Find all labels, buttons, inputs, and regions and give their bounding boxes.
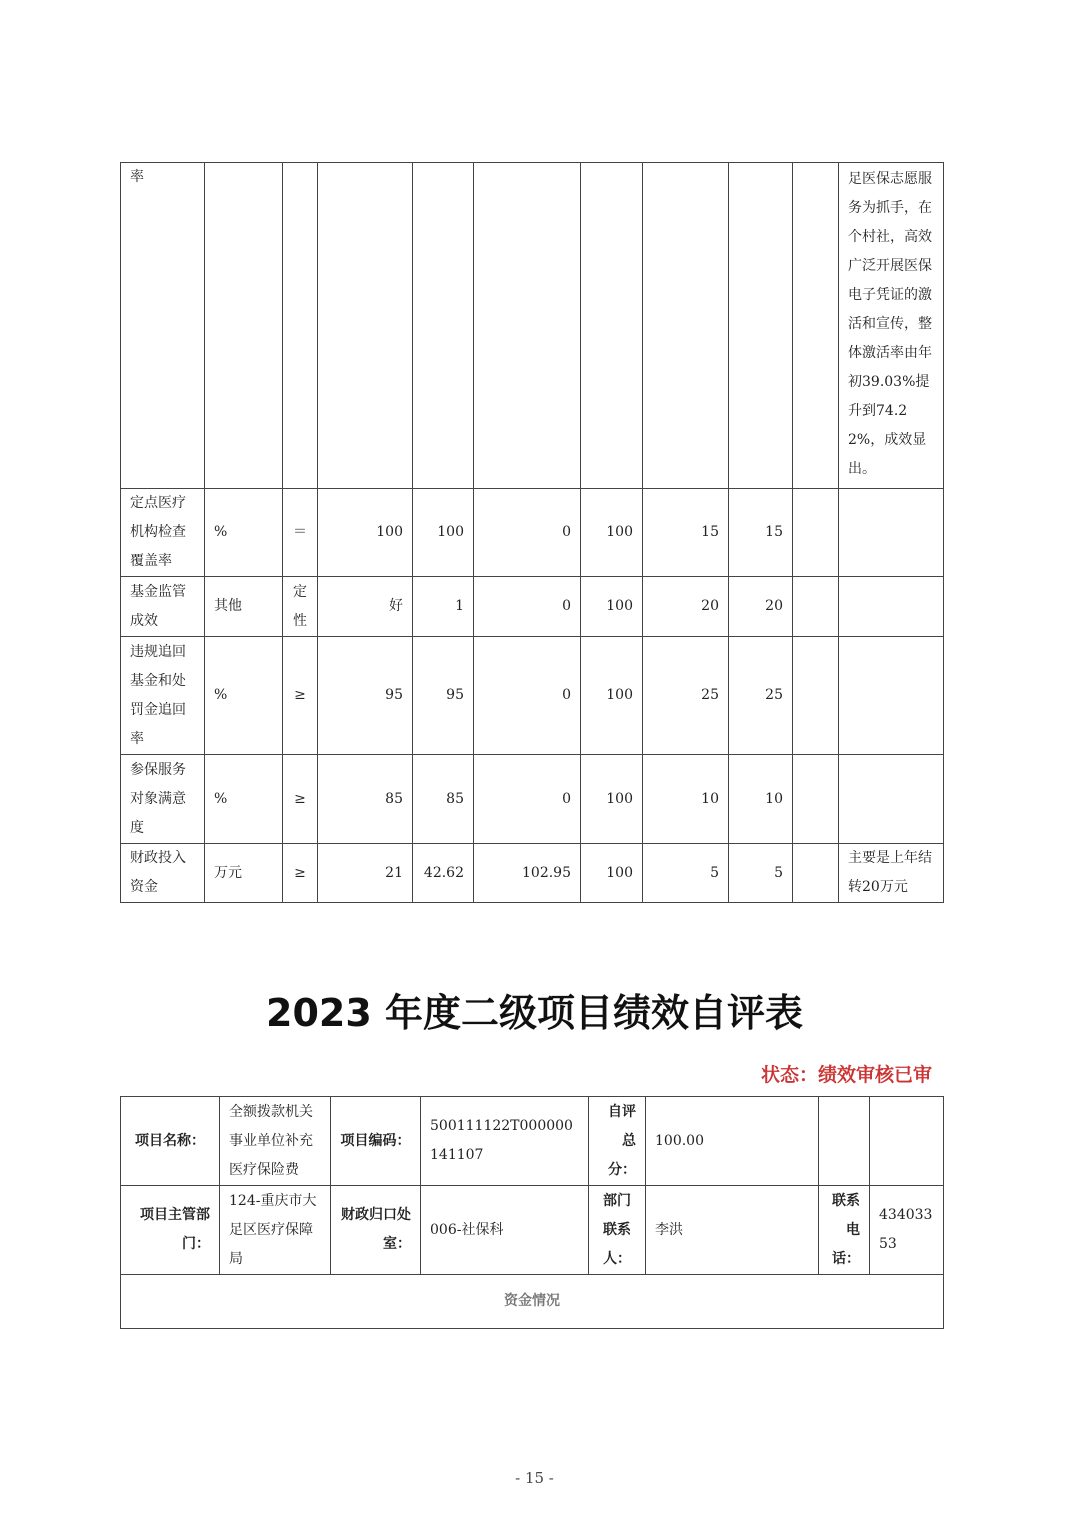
indicator-cell: 定点医疗机构检查覆盖率 — [121, 489, 205, 577]
unit-cell: 万元 — [205, 844, 283, 903]
page-number: - 15 - — [515, 1469, 554, 1487]
project-name-label: 项目名称： — [121, 1097, 220, 1186]
operator-cell: 定性 — [283, 577, 318, 637]
remark-cell — [839, 755, 944, 844]
operator-cell: ≥ — [283, 755, 318, 844]
performance-indicator-table — [120, 162, 944, 903]
empty-cell — [793, 577, 839, 637]
unit-cell: % — [205, 637, 283, 755]
info-row — [121, 1186, 944, 1275]
remark-cell — [839, 489, 944, 577]
remark-cell — [839, 577, 944, 637]
indicator-cell: 率 — [121, 163, 205, 489]
completion-cell: 100 — [581, 755, 643, 844]
weight-cell: 5 — [643, 844, 729, 903]
project-name-value: 全额拨款机关事业单位补充医疗保险费 — [220, 1097, 331, 1186]
deviation-cell: 0 — [474, 577, 581, 637]
completion-cell — [581, 163, 643, 489]
operator-cell — [283, 163, 318, 489]
completion-cell: 100 — [581, 637, 643, 755]
score-cell: 15 — [729, 489, 793, 577]
actual-value-cell: 85 — [413, 755, 474, 844]
dept-label: 项目主管部门： — [121, 1186, 220, 1275]
empty-cell — [793, 489, 839, 577]
actual-value-cell: 42.62 — [413, 844, 474, 903]
status-label: 状态：绩效审核已审 — [760, 1064, 932, 1086]
completion-cell: 100 — [581, 577, 643, 637]
indicator-row — [121, 637, 944, 755]
funds-section-header: 资金情况 — [121, 1275, 944, 1329]
info-row — [121, 1097, 944, 1186]
finance-office-value: 006-社保科 — [421, 1186, 589, 1275]
operator-cell: ≥ — [283, 844, 318, 903]
deviation-cell: 0 — [474, 489, 581, 577]
unit-cell — [205, 163, 283, 489]
weight-cell: 20 — [643, 577, 729, 637]
finance-office-label: 财政归口处室： — [331, 1186, 421, 1275]
completion-cell: 100 — [581, 844, 643, 903]
form-title: 2023 年度二级项目绩效自评表 — [266, 991, 803, 1035]
indicator-cell: 基金监管成效 — [121, 577, 205, 637]
indicator-row — [121, 489, 944, 577]
score-cell: 5 — [729, 844, 793, 903]
remark-cell: 足医保志愿服务为抓手，在个村社，高效广泛开展医保电子凭证的激活和宣传，整体激活率由年初39.03%提升到74.22%，成效显出。 — [839, 163, 944, 489]
actual-value-cell: 95 — [413, 637, 474, 755]
unit-cell: % — [205, 489, 283, 577]
project-code-value: 500111122T000000141107 — [421, 1097, 589, 1186]
weight-cell — [643, 163, 729, 489]
indicator-row — [121, 577, 944, 637]
self-score-value: 100.00 — [646, 1097, 819, 1186]
target-value-cell: 100 — [318, 489, 413, 577]
empty-cell — [793, 637, 839, 755]
completion-cell: 100 — [581, 489, 643, 577]
indicator-row — [121, 163, 944, 489]
phone-value: 43403353 — [870, 1186, 944, 1275]
actual-value-cell: 1 — [413, 577, 474, 637]
operator-cell: ＝ — [283, 489, 318, 577]
operator-cell: ≥ — [283, 637, 318, 755]
unit-cell: 其他 — [205, 577, 283, 637]
empty-cell — [870, 1097, 944, 1186]
indicator-cell: 财政投入资金 — [121, 844, 205, 903]
deviation-cell — [474, 163, 581, 489]
weight-cell: 15 — [643, 489, 729, 577]
deviation-cell: 0 — [474, 755, 581, 844]
phone-label: 联系电话： — [819, 1186, 870, 1275]
indicator-row — [121, 844, 944, 903]
empty-cell — [793, 844, 839, 903]
deviation-cell: 0 — [474, 637, 581, 755]
info-row — [121, 1275, 944, 1329]
target-value-cell: 好 — [318, 577, 413, 637]
remark-cell: 主要是上年结转20万元 — [839, 844, 944, 903]
project-info-table — [120, 1096, 944, 1329]
target-value-cell: 85 — [318, 755, 413, 844]
remark-cell — [839, 637, 944, 755]
score-cell: 25 — [729, 637, 793, 755]
actual-value-cell: 100 — [413, 489, 474, 577]
deviation-cell: 102.95 — [474, 844, 581, 903]
indicator-cell: 违规追回基金和处罚金追回率 — [121, 637, 205, 755]
empty-cell — [793, 755, 839, 844]
target-value-cell: 21 — [318, 844, 413, 903]
weight-cell: 25 — [643, 637, 729, 755]
actual-value-cell — [413, 163, 474, 489]
score-cell — [729, 163, 793, 489]
weight-cell: 10 — [643, 755, 729, 844]
indicator-row — [121, 755, 944, 844]
target-value-cell — [318, 163, 413, 489]
unit-cell: % — [205, 755, 283, 844]
score-cell: 20 — [729, 577, 793, 637]
contact-value: 李洪 — [646, 1186, 819, 1275]
empty-cell — [819, 1097, 870, 1186]
dept-value: 124-重庆市大足区医疗保障局 — [220, 1186, 331, 1275]
score-cell: 10 — [729, 755, 793, 844]
self-score-label: 自评总分： — [589, 1097, 646, 1186]
indicator-cell: 参保服务对象满意度 — [121, 755, 205, 844]
contact-label: 部门联系人： — [589, 1186, 646, 1275]
target-value-cell: 95 — [318, 637, 413, 755]
project-code-label: 项目编码： — [331, 1097, 421, 1186]
empty-cell — [793, 163, 839, 489]
